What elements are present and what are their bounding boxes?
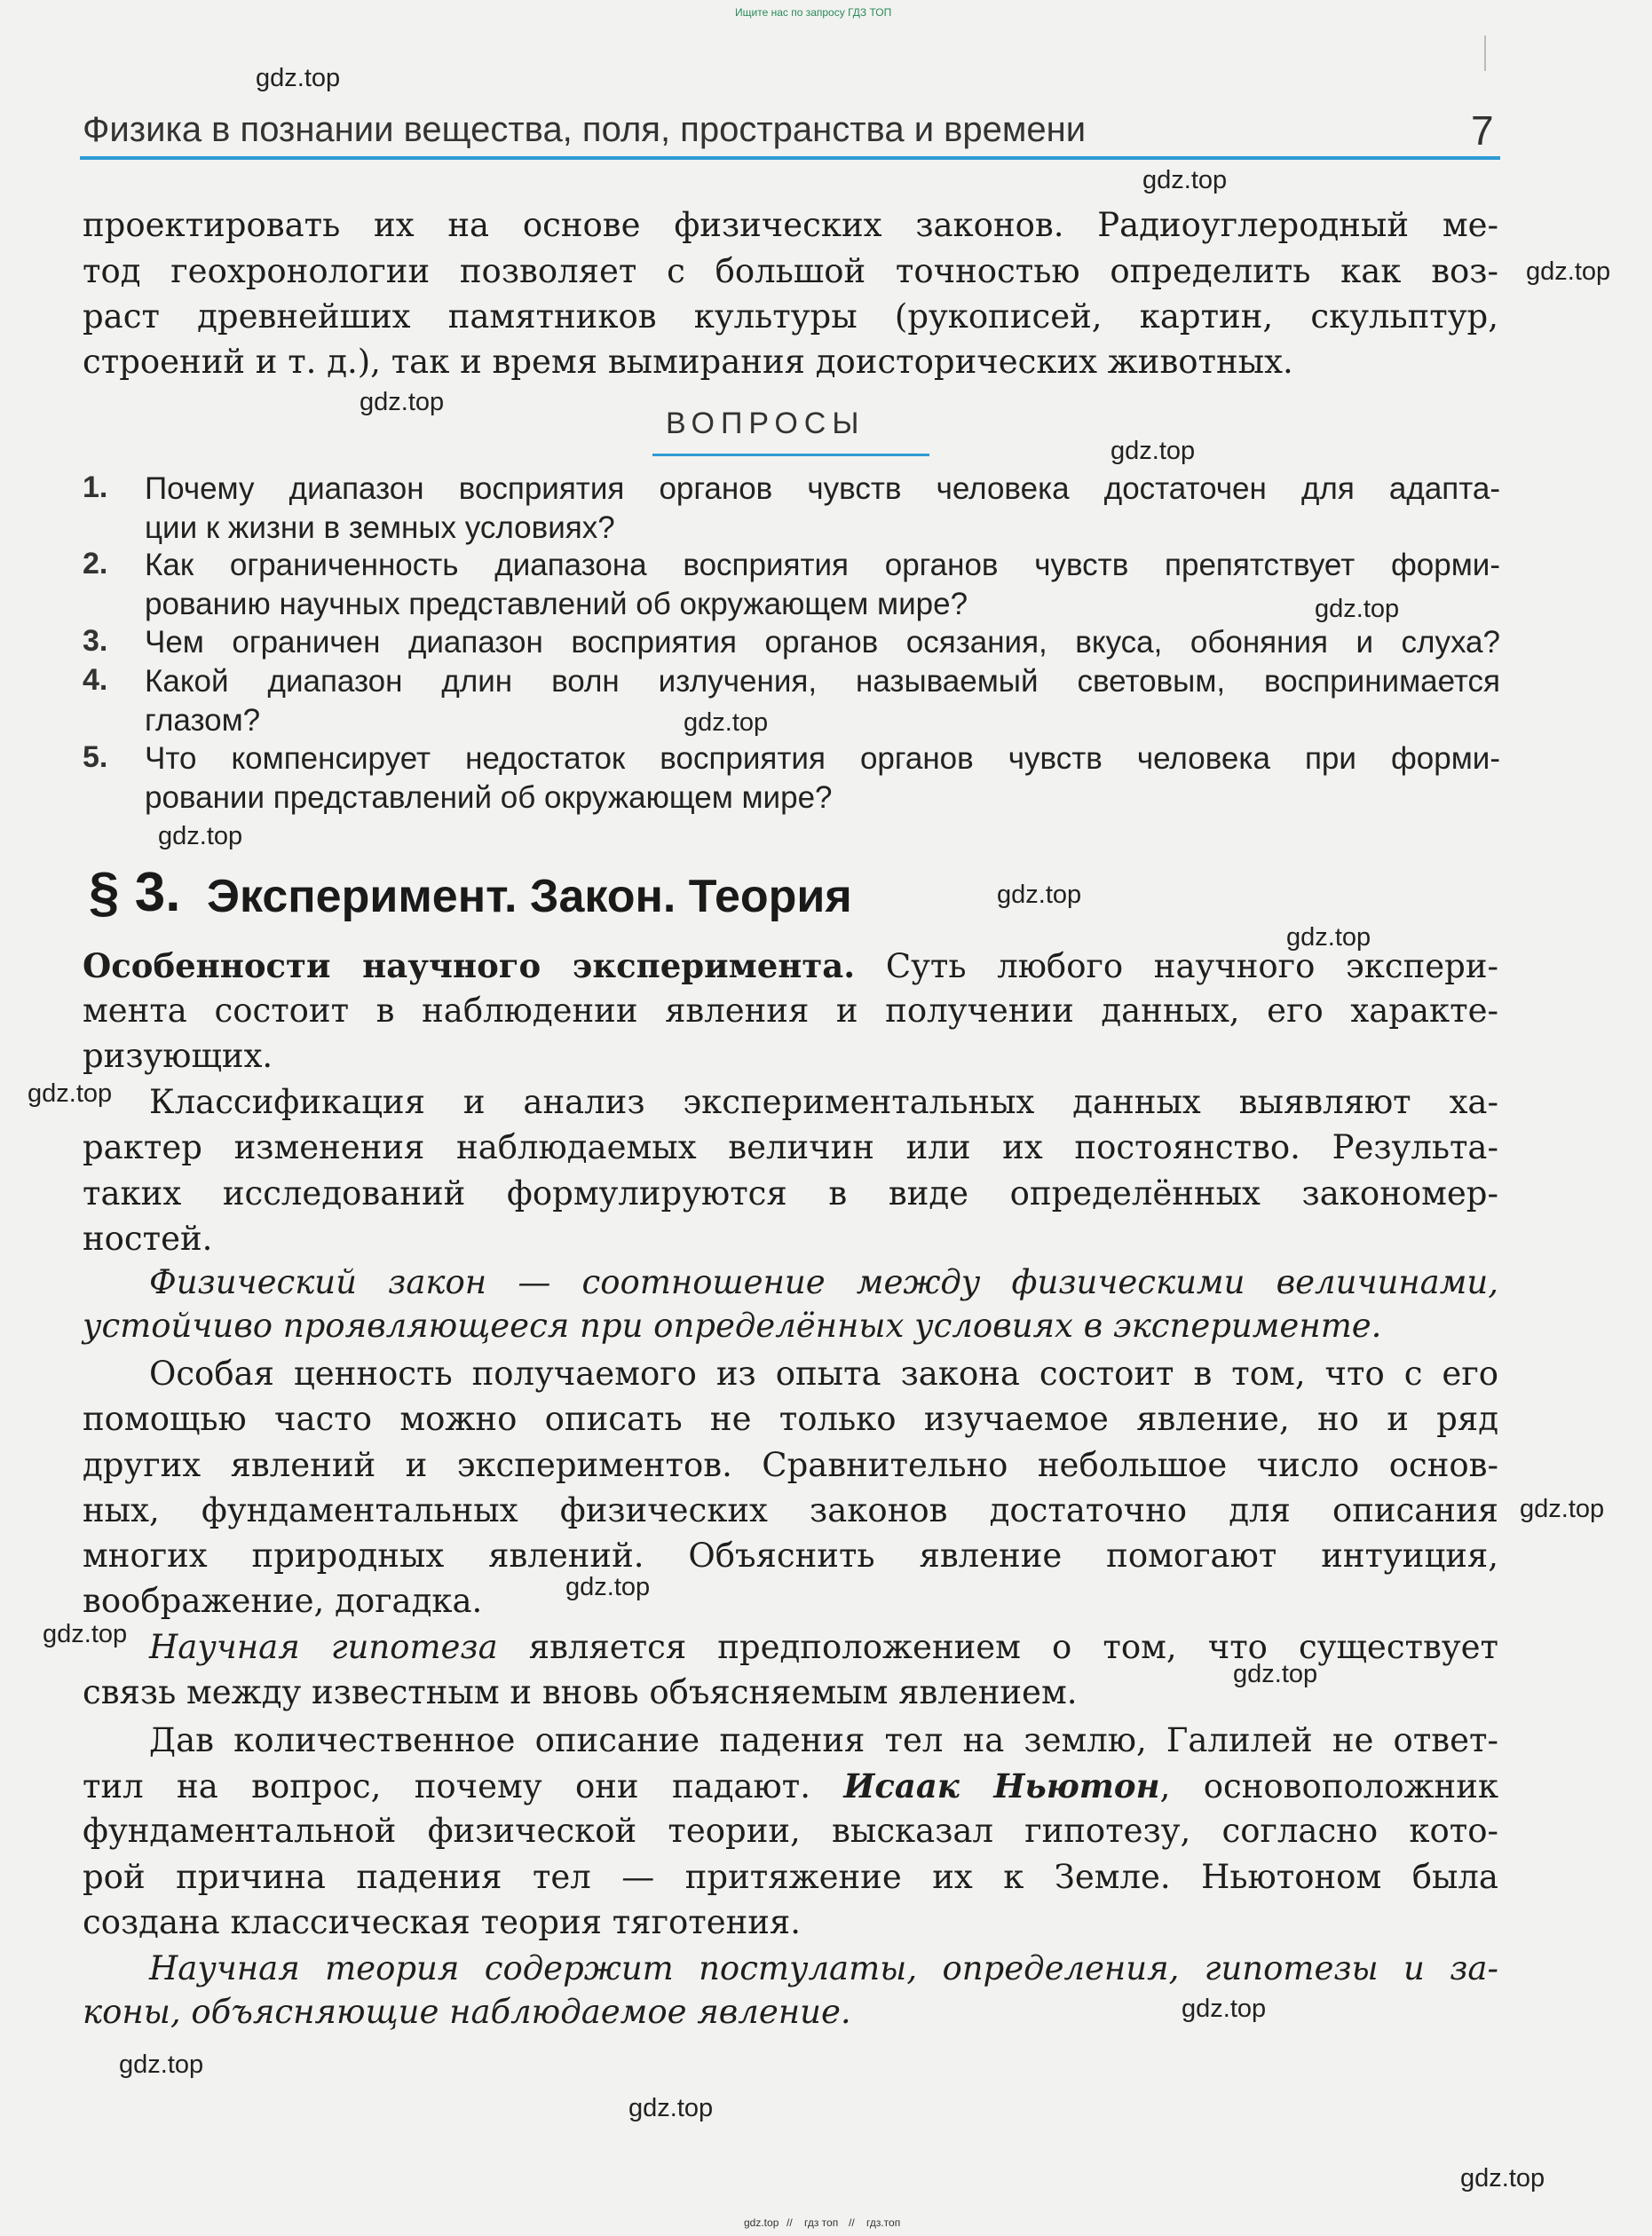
bottom-banner-item: гдз топ [804, 2216, 839, 2229]
watermark: gdz.top [1286, 923, 1371, 952]
question-text: рованию научных представлений об окружающем мире? [145, 587, 968, 621]
watermark: gdz.top [43, 1620, 128, 1648]
paragraph-line: многих природных явлений. Объяснить явление помогают интуиция, [83, 1537, 1498, 1575]
watermark: gdz.top [684, 708, 769, 737]
definition-line: Физический закон — соотношение между физическими величинами, [149, 1263, 1498, 1301]
person-name: Исаак Ньютон [843, 1766, 1160, 1805]
definition-line: коны, объясняющие наблюдаемое явление. [83, 1993, 851, 2031]
question-number: 2. [83, 547, 108, 581]
subheading-bold: Особенности научного эксперимента. [83, 946, 856, 985]
bottom-banner-sep: // [849, 2216, 855, 2229]
watermark: gdz.top [565, 1573, 651, 1601]
questions-rule [652, 454, 929, 456]
intro-line: строений и т. д.), так и время вымирания доисторических животных. [83, 343, 1293, 381]
paragraph-line: связь между известным и вновь объясняемым явлением. [83, 1673, 1078, 1711]
running-header-title: Физика в познании вещества, поля, пространства и времени [83, 110, 1087, 149]
intro-line: проектировать их на основе физических законов. Радиоуглеродный ме- [83, 206, 1498, 244]
paragraph-line: воображение, догадка. [83, 1582, 483, 1620]
bottom-banner-item: gdz.top [744, 2216, 779, 2229]
question-text: Почему диапазон восприятия органов чувств человека достаточен для адапта- [145, 471, 1500, 506]
top-banner: Ищите нас по запросу ГДЗ ТОП [735, 6, 892, 19]
section-title: Эксперимент. Закон. Теория [207, 871, 852, 922]
paragraph-line: ностей. [83, 1220, 213, 1258]
question-text: Чем ограничен диапазон восприятия органов осязания, вкуса, обоняния и слуха? [145, 625, 1500, 660]
watermark: gdz.top [1526, 257, 1611, 286]
page-number: 7 [1471, 107, 1494, 154]
paragraph-text: , основоположник [1159, 1767, 1498, 1805]
questions-title: ВОПРОСЫ [666, 407, 866, 440]
question-text: ровании представлений об окружающем мире? [145, 780, 833, 815]
watermark: gdz.top [28, 1079, 113, 1108]
question-text: ции к жизни в земных условиях? [145, 510, 615, 545]
paragraph-line: таких исследований формулируются в виде определённых закономер- [83, 1174, 1498, 1213]
definition-line: Научная теория содержит постулаты, определения, гипотезы и за- [149, 1949, 1498, 1987]
definition-line: устойчиво проявляющееся при определённых условиях в эксперименте. [83, 1307, 1382, 1345]
watermark: gdz.top [119, 2050, 204, 2079]
paragraph-text: является предположением о том, что существует [497, 1628, 1498, 1666]
header-rule [80, 156, 1500, 160]
paragraph-line [83, 943, 1498, 990]
question-number: 4. [83, 663, 108, 697]
question-text: глазом? [145, 703, 261, 738]
watermark: gdz.top [158, 822, 243, 850]
bottom-banner-item: гдз.топ [866, 2216, 901, 2229]
paragraph-line [83, 1624, 1498, 1671]
watermark: gdz.top [1233, 1660, 1318, 1688]
page-edge-mark [1484, 36, 1486, 71]
question-number: 1. [83, 470, 108, 504]
paragraph-line: ных, фундаментальных физических законов достаточно для описания [83, 1491, 1498, 1529]
intro-line: раст древнейших памятников культуры (рукописей, картин, скульптур, [83, 297, 1498, 336]
question-number: 3. [83, 624, 108, 658]
term-italic: Научная гипотеза [149, 1628, 498, 1666]
section-number: § 3. [89, 862, 181, 923]
intro-line: тод геохронологии позволяет с большой точностью определить как воз- [83, 252, 1498, 290]
paragraph-line: рактер изменения наблюдаемых величин или их постоянство. Результа- [83, 1128, 1498, 1166]
watermark: gdz.top [1111, 437, 1196, 465]
watermark: gdz.top [997, 881, 1082, 909]
watermark: gdz.top [360, 388, 445, 416]
bottom-banner-sep: // [786, 2216, 793, 2229]
paragraph-line: Особая ценность получаемого из опыта закона состоит в том, что с его [149, 1355, 1498, 1393]
paragraph-line: Классификация и анализ экспериментальных данных выявляют ха- [149, 1083, 1498, 1121]
watermark: gdz.top [256, 64, 341, 92]
paragraph-line: фундаментальной физической теории, высказал гипотезу, согласно кото- [83, 1812, 1498, 1850]
watermark: gdz.top [1520, 1495, 1605, 1523]
paragraph-line: ризующих. [83, 1037, 273, 1075]
question-number: 5. [83, 740, 108, 774]
question-text: Как ограниченность диапазона восприятия органов чувств препятствует форми- [145, 548, 1500, 582]
paragraph-line: рой причина падения тел — притяжение их к Земле. Ньютоном была [83, 1858, 1498, 1896]
question-text: Что компенсирует недостаток восприятия органов чувств человека при форми- [145, 741, 1500, 776]
watermark: gdz.top [1315, 595, 1400, 623]
paragraph-line: помощью часто можно описать не только изучаемое явление, но и ряд [83, 1400, 1498, 1438]
watermark: gdz.top [1182, 1995, 1267, 2023]
question-text: Какой диапазон длин волн излучения, называемый световым, воспринимается [145, 664, 1500, 699]
watermark: gdz.top [1460, 2164, 1545, 2193]
paragraph-text: Суть любого научного экспери- [855, 947, 1498, 985]
watermark: gdz.top [1142, 166, 1228, 194]
watermark: gdz.top [628, 2094, 714, 2122]
paragraph-line: создана классическая теория тяготения. [83, 1903, 802, 1941]
paragraph-text: тил на вопрос, почему они падают. [83, 1767, 844, 1805]
paragraph-line: других явлений и экспериментов. Сравнительно небольшое число основ- [83, 1446, 1498, 1484]
paragraph-line: мента состоит в наблюдении явления и получении данных, его характе- [83, 992, 1498, 1030]
paragraph-line [83, 1763, 1498, 1810]
paragraph-line: Дав количественное описание падения тел на землю, Галилей не ответ- [149, 1721, 1498, 1759]
